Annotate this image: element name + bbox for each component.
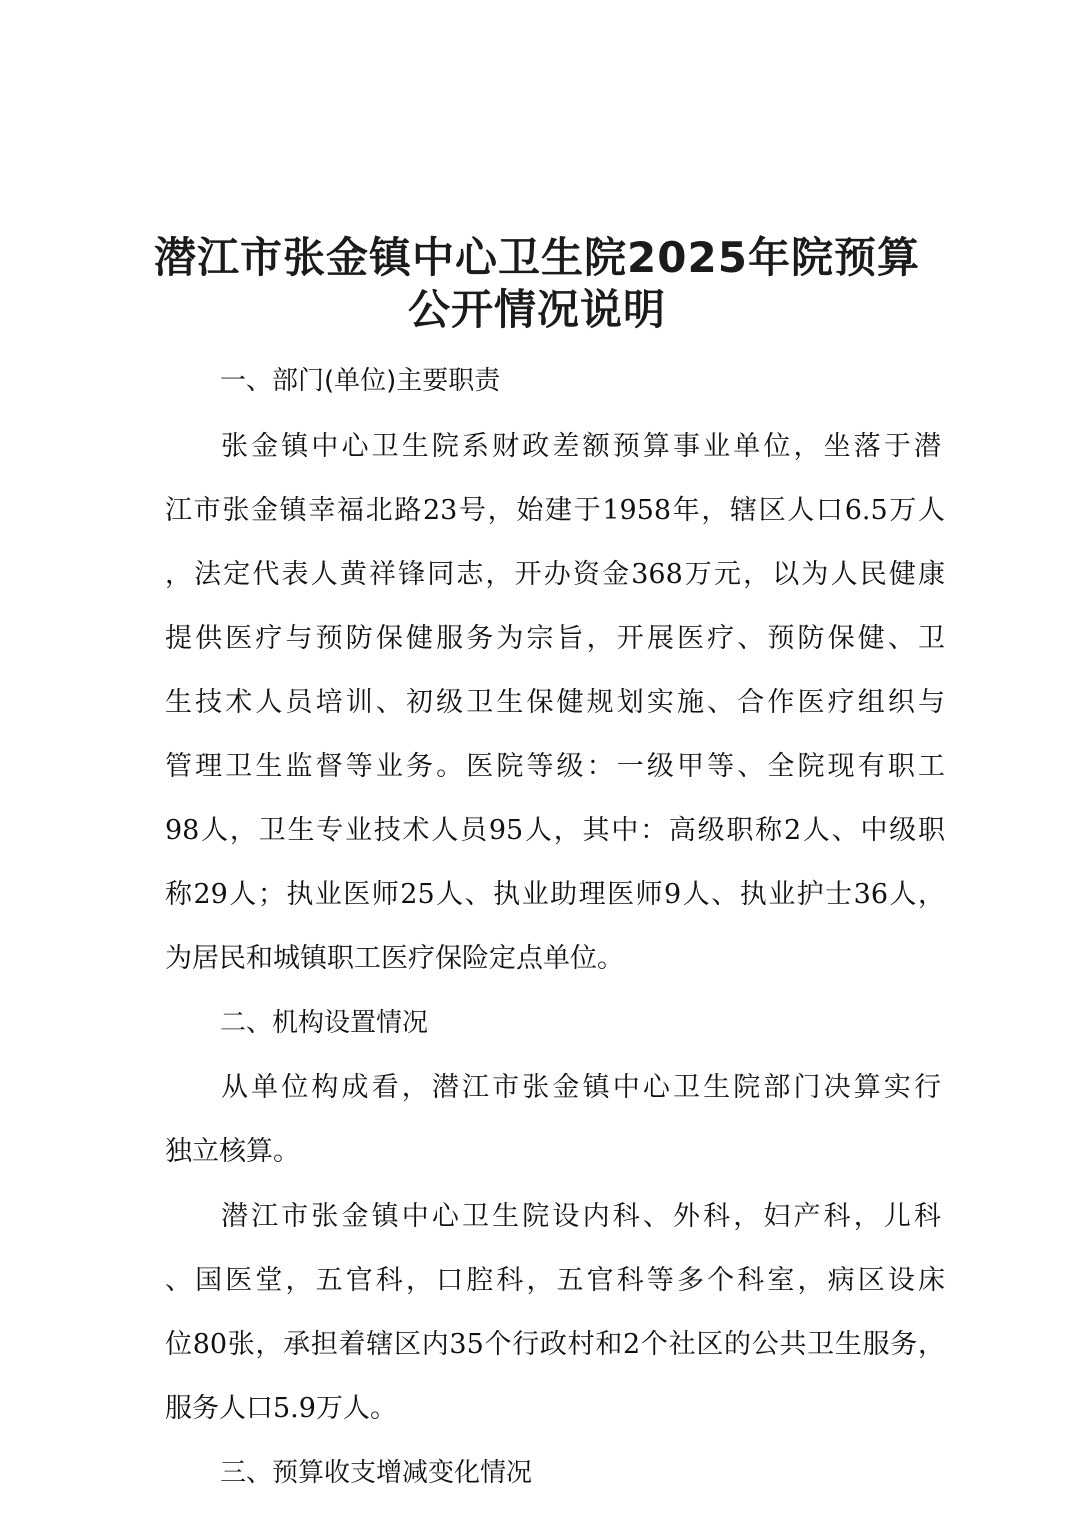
- paragraph-line: ，法定代表人黄祥锋同志，开办资金368万元，以为人民健康: [165, 559, 945, 590]
- paragraph-line: 位80张，承担着辖区内35个行政村和2个社区的公共卫生服务，: [165, 1329, 945, 1360]
- paragraph-line: 为居民和城镇职工医疗保险定点单位。: [165, 943, 624, 974]
- paragraph-line: 服务人口5.9万人。: [165, 1393, 397, 1424]
- paragraph-line: 98人，卫生专业技术人员95人，其中：高级职称2人、中级职: [165, 815, 945, 846]
- paragraph-line: 江市张金镇幸福北路23号，始建于1958年，辖区人口6.5万人: [165, 495, 945, 526]
- paragraph-line: 称29人；执业医师25人、执业助理医师9人、执业护士36人，: [165, 879, 945, 910]
- section-heading-budget-changes: 三、预算收支增减变化情况: [220, 1458, 533, 1488]
- section-heading-duties: 一、部门(单位)主要职责: [220, 366, 501, 396]
- paragraph-line: 提供医疗与预防保健服务为宗旨，开展医疗、预防保健、卫: [165, 623, 945, 654]
- paragraph-line: 从单位构成看，潜江市张金镇中心卫生院部门决算实行: [221, 1072, 941, 1103]
- paragraph-line: 生技术人员培训、初级卫生保健规划实施、合作医疗组织与: [165, 687, 945, 718]
- paragraph-line: 、国医堂，五官科，口腔科，五官科等多个科室，病区设床: [165, 1265, 945, 1296]
- paragraph-line: 张金镇中心卫生院系财政差额预算事业单位，坐落于潜: [221, 431, 941, 462]
- section-heading-organization: 二、机构设置情况: [220, 1008, 429, 1038]
- paragraph-line: 管理卫生监督等业务。医院等级：一级甲等、全院现有职工: [165, 751, 945, 782]
- document-title-line-1: 潜江市张金镇中心卫生院2025年院预算: [154, 233, 920, 282]
- paragraph-line: 独立核算。: [165, 1136, 300, 1167]
- document-title-line-2: 公开情况说明: [407, 285, 666, 334]
- paragraph-line: 潜江市张金镇中心卫生院设内科、外科，妇产科，儿科: [221, 1201, 941, 1232]
